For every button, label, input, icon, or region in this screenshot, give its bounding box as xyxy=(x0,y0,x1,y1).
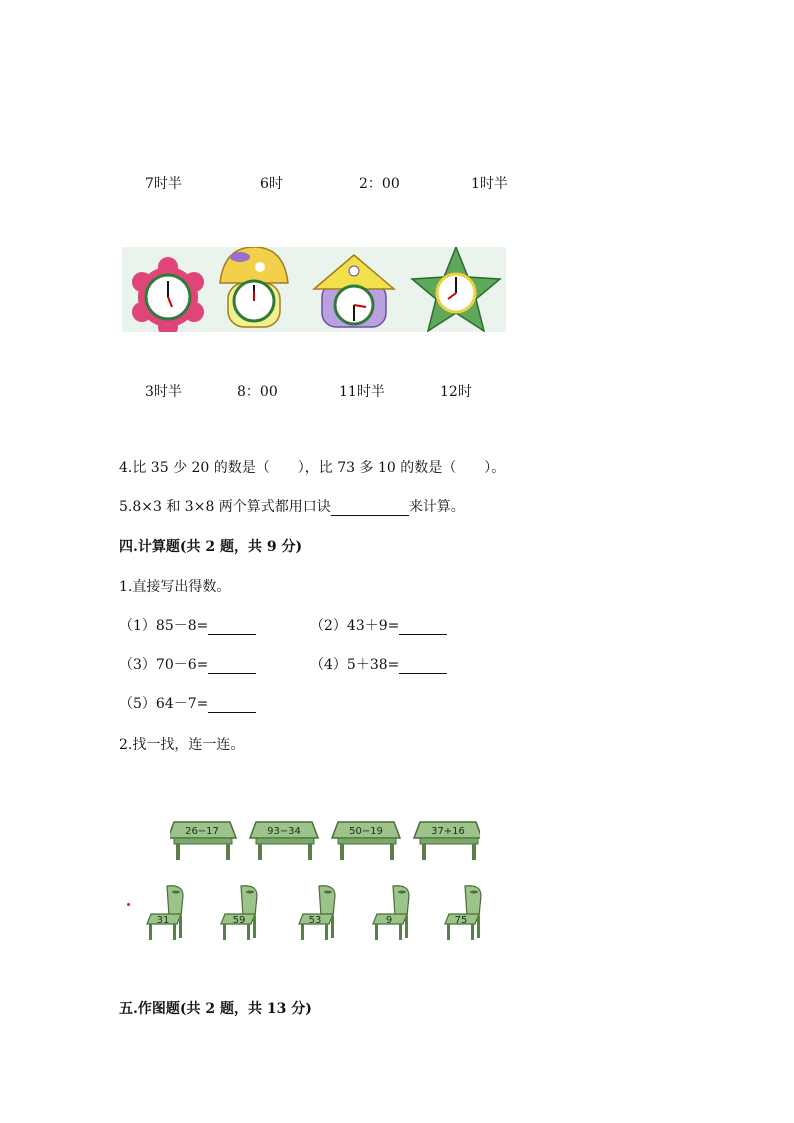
chair-icon[interactable] xyxy=(373,886,409,940)
chair-label: 75 xyxy=(454,915,468,926)
question-5-text: 5.8×3 和 3×8 两个算式都用口诀 xyxy=(119,499,331,515)
chair-icon[interactable] xyxy=(147,886,183,940)
chair-label: 59 xyxy=(232,915,246,926)
section-5-title: 五.作图题(共 2 题，共 13 分) xyxy=(119,1001,312,1017)
calc-title: 1.直接写出得数。 xyxy=(119,579,231,595)
answer-blank[interactable] xyxy=(399,659,447,674)
question-5-suffix: 来计算。 xyxy=(408,499,465,515)
calc-item-3 xyxy=(119,654,256,674)
clock-label-top-2: 6时 xyxy=(260,176,283,192)
chair-label: 31 xyxy=(156,915,170,926)
chair-icon[interactable] xyxy=(299,886,335,940)
calc-item-1 xyxy=(119,615,256,635)
calc-item-2 xyxy=(310,615,447,635)
desks-picture xyxy=(170,820,480,864)
calc-item-5-text: （5）64－7= xyxy=(119,696,209,712)
desk-label: 93−34 xyxy=(267,826,301,837)
clock-label-bottom-2: 8：00 xyxy=(237,384,278,400)
answer-blank[interactable] xyxy=(208,698,256,713)
chair-icon[interactable] xyxy=(445,886,481,940)
clocks-picture xyxy=(122,247,506,332)
question-4: 4.比 35 少 20 的数是（ ），比 73 多 10 的数是（ ）。 xyxy=(119,460,506,476)
clock-label-top-3: 2：00 xyxy=(359,176,400,192)
desk-icon[interactable] xyxy=(170,822,236,860)
red-dot-mark xyxy=(127,903,130,906)
chair-label: 53 xyxy=(308,915,322,926)
desk-icon[interactable] xyxy=(332,822,400,860)
desk-icon[interactable] xyxy=(250,822,318,860)
calc-item-3-text: （3）70－6= xyxy=(119,657,209,673)
desk-label: 37+16 xyxy=(431,826,465,837)
calc-item-1-text: （1）85－8= xyxy=(119,618,209,634)
clock-label-top-4: 1时半 xyxy=(471,176,508,192)
chairs-picture xyxy=(145,884,490,944)
answer-blank[interactable] xyxy=(331,501,409,516)
answer-blank[interactable] xyxy=(208,620,256,635)
desk-icon[interactable] xyxy=(414,822,480,860)
clock-label-top-1: 7时半 xyxy=(145,176,182,192)
calc-item-4 xyxy=(310,654,447,674)
chair-label: 9 xyxy=(385,915,393,926)
clock-label-bottom-1: 3时半 xyxy=(145,384,182,400)
chair-icon[interactable] xyxy=(221,886,257,940)
desk-label: 26−17 xyxy=(185,826,219,837)
clock-label-bottom-3: 11时半 xyxy=(339,384,385,400)
calc-item-5 xyxy=(119,693,256,713)
answer-blank[interactable] xyxy=(208,659,256,674)
match-title: 2.找一找，连一连。 xyxy=(119,737,245,753)
section-4-title: 四.计算题(共 2 题，共 9 分) xyxy=(119,539,303,555)
answer-blank[interactable] xyxy=(399,620,447,635)
clock-label-bottom-4: 12时 xyxy=(440,384,472,400)
desk-label: 50−19 xyxy=(349,826,383,837)
question-5 xyxy=(119,496,465,516)
calc-item-2-text: （2）43＋9= xyxy=(310,618,400,634)
calc-item-4-text: （4）5＋38= xyxy=(310,657,400,673)
